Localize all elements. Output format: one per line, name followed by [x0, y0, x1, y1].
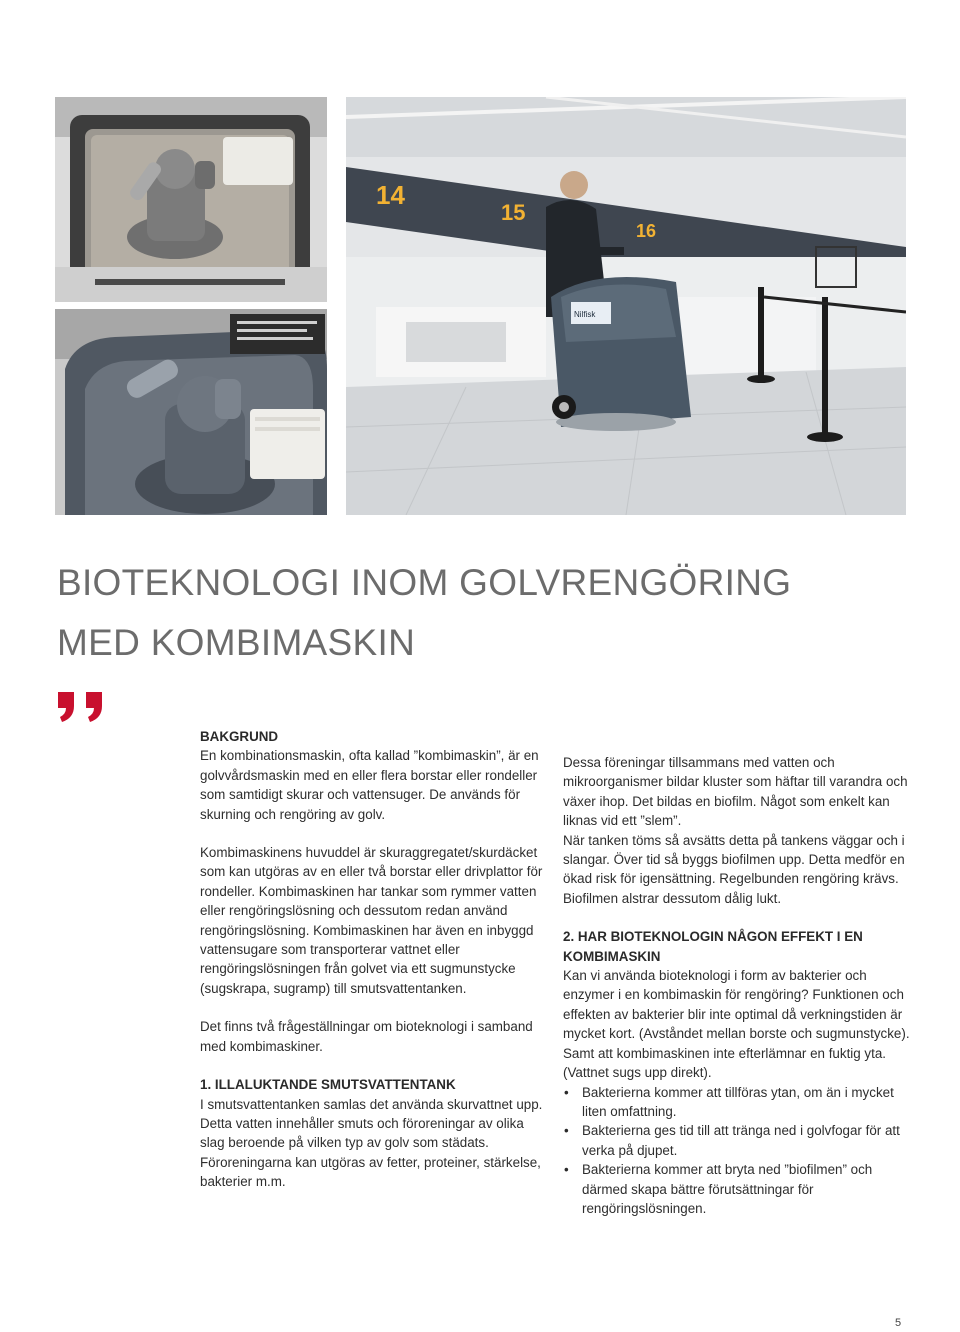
list-item: • Bakterierna kommer att tillföras ytan, om än i mycket liten omfattning. — [563, 1083, 913, 1122]
counter-number-14: 14 — [376, 180, 405, 210]
left-column — [200, 727, 548, 1192]
page-title-line-2: MED KOMBIMASKIN — [57, 622, 416, 663]
counter-number-16: 16 — [636, 221, 657, 241]
paragraph: Kan vi använda bioteknologi i form av bakterier och enzymer i en kombimaskin för rengöring? Funktionen och effekten av bakterier blir inte optimal då verkningstiden är mycket kort. (Avståndet mellan borste och sugmunstycke). Samt att kombimaskinen inte efterlämnar en fuktig yta. (Vattnet sugs upp direkt). — [563, 968, 910, 1081]
counter-number-15: 15 — [501, 200, 526, 225]
list-item: • Bakterierna ges tid till att tränga ned i golvfogar för att verka på djupet. — [563, 1121, 913, 1160]
paragraph: Det finns två frågeställningar om bioteknologi i samband med kombimaskiner. — [200, 1019, 533, 1054]
heading-bakgrund: BAKGRUND — [200, 729, 279, 744]
paragraph: Dessa föreningar tillsammans med vatten och mikroorganismer bildar kluster som häftar till varandra och växer ihop. Det bildas en biofilm. Något som enkelt kan liknas vid ett ”slem”. — [563, 755, 908, 829]
section-2-heading: 2. HAR BIOTEKNOLOGIN NÅGON EFFEKT I EN KOMBIMASKIN — [563, 929, 863, 964]
paragraph: Kombimaskinens huvuddel är skuraggregatet/skurdäcket som kan utgöras av en eller två borstar eller drivplattor för rondeller. Kombimaskinen har tankar som rymmer vatten eller rengöringslösning och dessutom redan använd rengöringslösning. Kombimaskinen har även en inbyggd vattensugare som transporterar vattnet eller rengöringslösningen från golvet via ett sugmunstycke (sugskrapa, sugramp) till smutsvattentanken. — [200, 845, 543, 996]
paragraph: En kombinationsmaskin, ofta kallad ”kombimaskin”, är en golvvårdsmaskin med en eller flera borstar eller rondeller som samtidigt skurar och vattensuger. De används för skurning och rengöring av golv. — [200, 748, 539, 822]
bullet-list — [563, 1083, 913, 1219]
tank-interior-photo — [55, 97, 327, 302]
tank-interior-closeup-photo — [55, 309, 327, 515]
paragraph: I smutsvattentanken samlas det använda skurvattnet upp. Detta vatten innehåller smuts och föroreningar av olika slag beroende på vilken typ av golv som städats. Föroreningarna kan utgöras av fetter, proteiner, stärkelse, bakterier m.m. — [200, 1096, 543, 1190]
paragraph: När tanken töms så avsätts detta på tankens väggar och i slangar. Över tid så byggs biofilmen upp. Detta medför en ökad risk för igensättning. Regelbunden rengöring krävs. Biofilmen alstrar dessutom dålig lukt. — [563, 832, 905, 906]
page-number: 5 — [895, 1317, 902, 1329]
section-1-heading: 1. ILLALUKTANDE SMUTSVATTENTANK — [200, 1077, 456, 1093]
machine-brand-label: Nilfisk — [574, 310, 596, 319]
operator-with-scrubber-dryer-photo — [346, 97, 906, 515]
page-title-line-1: BIOTEKNOLOGI INOM GOLVRENGÖRING — [57, 562, 792, 603]
list-item: • Bakterierna kommer att bryta ned ”biofilmen” och därmed skapa bättre förutsättningar för rengöringslösningen. — [563, 1160, 913, 1218]
right-column — [563, 753, 913, 1218]
quote-mark-icon — [52, 662, 112, 722]
